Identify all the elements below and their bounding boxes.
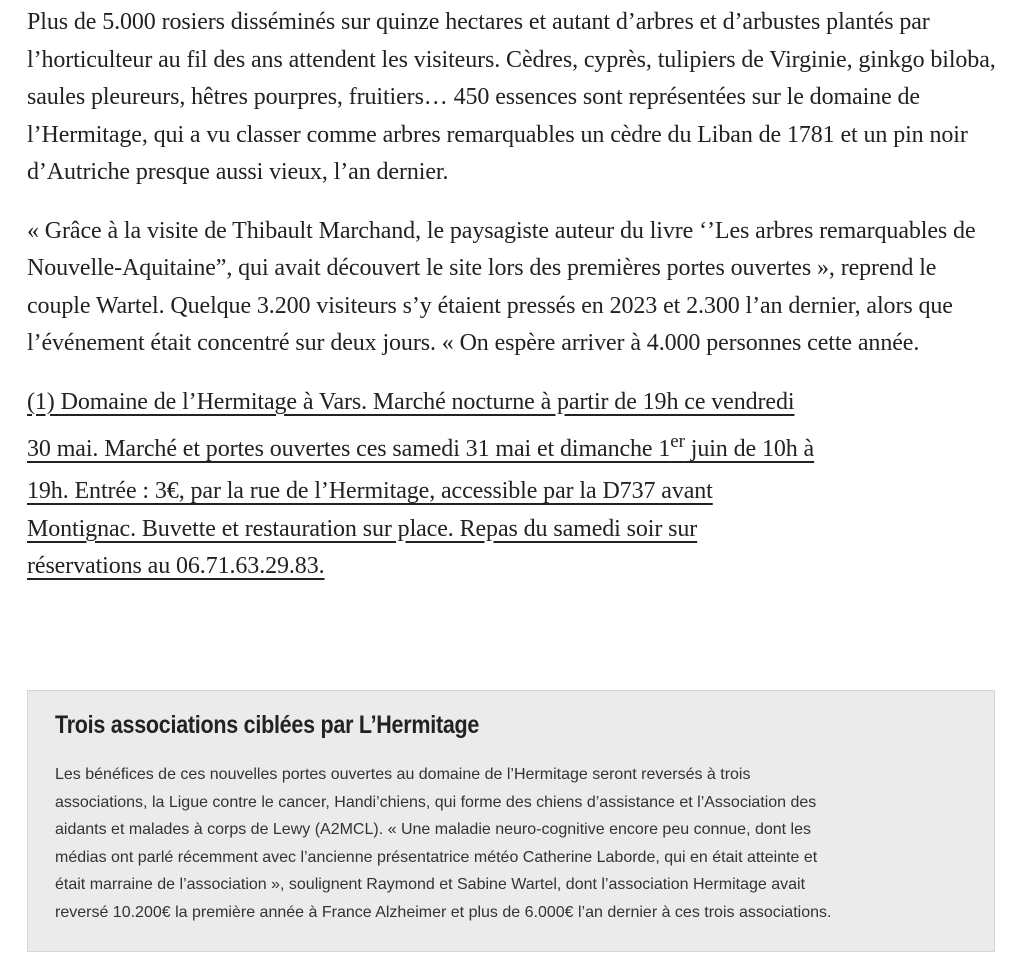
box-text-line: était marraine de l’association », soulignent Raymond et Sabine Wartel, dont l’association Hermitage avait [55,876,806,894]
box-text-line: reversé 10.200€ la première année à France Alzheimer et plus de 6.000€ l’an dernier à ces trois associations. [55,903,832,921]
article-body [27,4,1002,586]
box-text [55,761,980,927]
ordinal-suffix: er [670,431,685,452]
practical-info-line: réservations au 06.71.63.29.83. [27,553,325,579]
box-text-line: associations, la Ligue contre le cancer, Handi’chiens, qui forme des chiens d’assistance et l’Association des [55,793,817,811]
sidebar-box [27,690,995,952]
article-paragraph-2: « Grâce à la visite de Thibault Marchand, le paysagiste auteur du livre ‘’Les arbres remarquables de Nouvelle-Aquitaine”, qui avait découvert le site lors des premières portes ouvertes », reprend le couple Wartel. Quelque 3.200 visiteurs s’y étaient pressés en 2023 et 2.300 l’an dernier, alors que l’événement était concentré sur deux jours. « On espère arriver à 4.000 personnes cette année. [27,217,976,356]
practical-info[interactable] [27,384,1002,586]
box-text-line: médias ont parlé récemment avec l’ancienne présentatrice météo Catherine Laborde, qui en était atteinte et [55,848,818,866]
practical-info-line: (1) Domaine de l’Hermitage à Vars. Marché nocturne à partir de 19h ce vendredi [27,388,795,415]
practical-info-text: juin de 10h à [684,436,815,462]
box-text-line: Les bénéfices de ces nouvelles portes ouvertes au domaine de l’Hermitage seront reversés à trois [55,766,751,783]
practical-info-line: Montignac. Buvette et restauration sur place. Repas du samedi soir sur [27,515,698,542]
box-title: Trois associations ciblées par L’Hermitage [55,711,480,739]
practical-info-line [27,421,1002,473]
article-paragraph-1: Plus de 5.000 rosiers disséminés sur quinze hectares et autant d’arbres et d’arbustes plantés par l’horticulteur au fil des ans attendent les visiteurs. Cèdres, cyprès, tulipiers de Virginie, ginkgo biloba, saules pleureurs, hêtres pourpres, fruitiers… 450 essences sont représentées sur le domaine de l’Hermitage, qui a vu classer comme arbres remarquables un cèdre du Liban de 1781 et un pin noir d’Autriche presque aussi vieux, l’an dernier. [27,9,996,185]
practical-info-text: 30 mai. Marché et portes ouvertes ces samedi 31 mai et dimanche 1 [27,436,671,462]
practical-info-line: 19h. Entrée : 3€, par la rue de l’Hermitage, accessible par la D737 avant [27,478,713,504]
box-text-line: aidants et malades à corps de Lewy (A2MCL). « Une maladie neuro-cognitive encore peu connue, dont les [55,821,811,839]
